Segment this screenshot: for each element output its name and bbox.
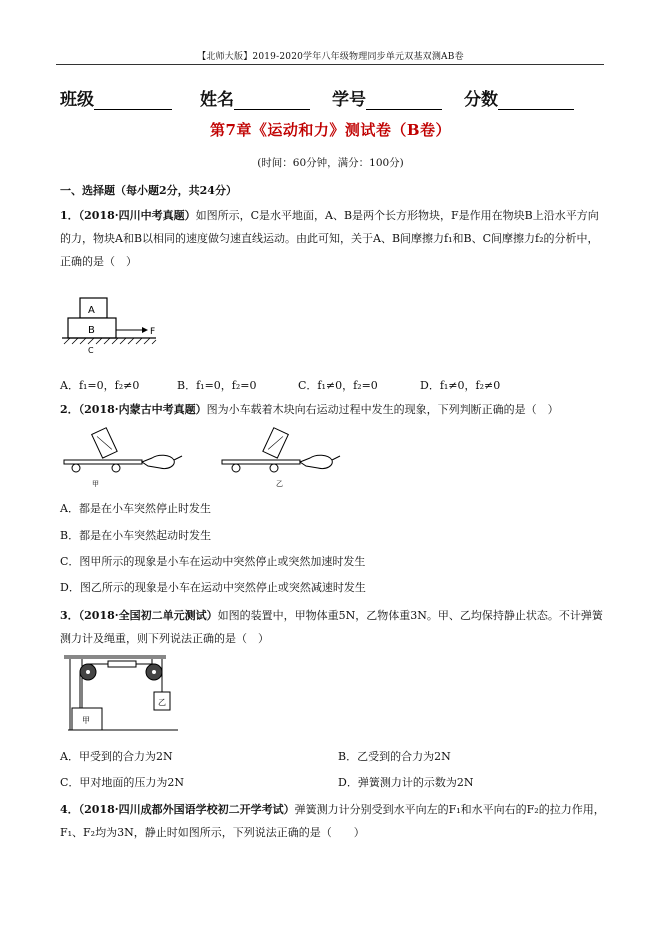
question-3-option-a[interactable]: A．甲受到的合力为2N [60,750,173,763]
question-3-option-d[interactable]: D．弹簧测力计的示数为2N [338,776,474,789]
question-2-option-c[interactable]: C．图甲所示的现象是小车在运动中突然停止或突然加速时发生 [60,555,366,568]
class-label: 班级 [60,90,94,110]
question-4-number: 4． [60,803,79,816]
question-1-option-c[interactable]: C．f₁≠0，f₂=0 [298,379,378,392]
hand-icon [300,455,332,468]
object-jia-label: 甲 [82,716,90,725]
block-a-label: A [88,305,95,316]
pulley-axle [86,670,90,674]
wood-block [263,428,288,458]
question-3-figure [60,652,190,732]
question-2 [60,398,605,421]
spring-scale [108,661,136,667]
question-2-option-a[interactable]: A．都是在小车突然停止时发生 [60,502,211,515]
class-blank[interactable] [94,91,172,110]
cart-board [64,460,142,464]
hand-icon [142,455,174,468]
arm-line [332,456,340,460]
score-blank[interactable] [498,91,574,110]
question-3-option-c[interactable]: C．甲对地面的压力为2N [60,776,185,789]
name-blank[interactable] [234,91,310,110]
question-4 [60,798,605,844]
question-3-stem: 如图的装置中，甲物体重5N，乙物体重3N。甲、乙均保持静止状态。不计弹簧测力计及绳重，则下列说法正确的是（ ） [60,609,603,645]
ground-label: C [88,346,94,354]
class-field[interactable] [60,85,172,110]
ground-hatch [64,338,156,344]
question-1-option-a[interactable]: A．f₁=0，f₂≠0 [60,379,140,392]
section-heading: 一、选择题（每小题2分，共24分） [60,184,237,197]
block-b-label: B [88,325,95,336]
question-2-stem: 图为小车载着木块向右运动过程中发生的现象，下列判断正确的是（ ） [206,403,559,416]
question-2-source: （2018·内蒙古中考真题） [78,403,207,416]
figure-yi-label: 乙 [276,480,283,488]
wood-block [92,428,117,458]
question-3-option-b[interactable]: B．乙受到的合力为2N [338,750,451,763]
cart-wheel [72,464,80,472]
question-4-source: （2018·四川成都外国语学校初二开学考试） [78,803,295,816]
question-4-stem: 弹簧测力计分别受到水平向左的F₁和水平向右的F₂的拉力作用，F₁、F₂均为3N，静止时如图所示，下列说法正确的是（ ） [60,803,605,839]
cart-board [222,460,300,464]
student-info-row [60,85,600,109]
student-id-label: 学号 [332,90,366,110]
top-bar [64,655,166,659]
force-label: F [150,327,156,337]
page-title: 第7章《运动和力》测试卷（B卷） [209,121,452,139]
page-header: 【北师大版】2019-2020学年八年级物理同步单元双基双测AB卷 [197,52,464,62]
score-field[interactable] [464,85,574,110]
pulley-axle [152,670,156,674]
question-2-option-d[interactable]: D．图乙所示的现象是小车在运动中突然停止或突然减速时发生 [60,581,366,594]
question-1-number: 1． [60,209,79,222]
cart-wheel [232,464,240,472]
figure-jia-label: 甲 [92,480,99,488]
question-2-figure-yi [218,424,343,492]
header-divider [56,64,604,65]
exam-subtitle: (时间：60分钟，满分：100分) [257,157,404,169]
force-arrowhead [142,327,148,333]
cart-wheel [112,464,120,472]
question-3-number: 3． [60,609,79,622]
name-field[interactable] [200,85,310,110]
question-2-figure-jia [60,424,185,492]
object-yi-label: 乙 [158,698,166,707]
question-1-option-b[interactable]: B．f₁=0，f₂=0 [177,379,257,392]
student-id-blank[interactable] [366,91,442,110]
question-1-stem: 如图所示，C是水平地面，A、B是两个长方形物块，F是作用在物块B上沿水平方向的力，物块A和B以相同的速度做匀速直线运动。由此可知，关于A、B间摩擦力f₁和B、C间摩擦力f₂的分析中，正确的是（ ） [60,209,599,268]
question-3-source: （2018·全国初二单元测试） [78,609,218,622]
question-1 [60,204,605,273]
question-3 [60,604,605,650]
question-2-option-b[interactable]: B．都是在小车突然起动时发生 [60,529,212,542]
question-1-figure [60,292,170,354]
arm-line [174,456,182,460]
question-2-number: 2． [60,403,79,416]
name-label: 姓名 [200,90,234,110]
student-id-field[interactable] [332,85,442,110]
cart-wheel [270,464,278,472]
score-label: 分数 [464,90,498,110]
question-1-source: （2018·四川中考真题） [78,209,196,222]
question-1-option-d[interactable]: D．f₁≠0，f₂≠0 [420,379,501,392]
